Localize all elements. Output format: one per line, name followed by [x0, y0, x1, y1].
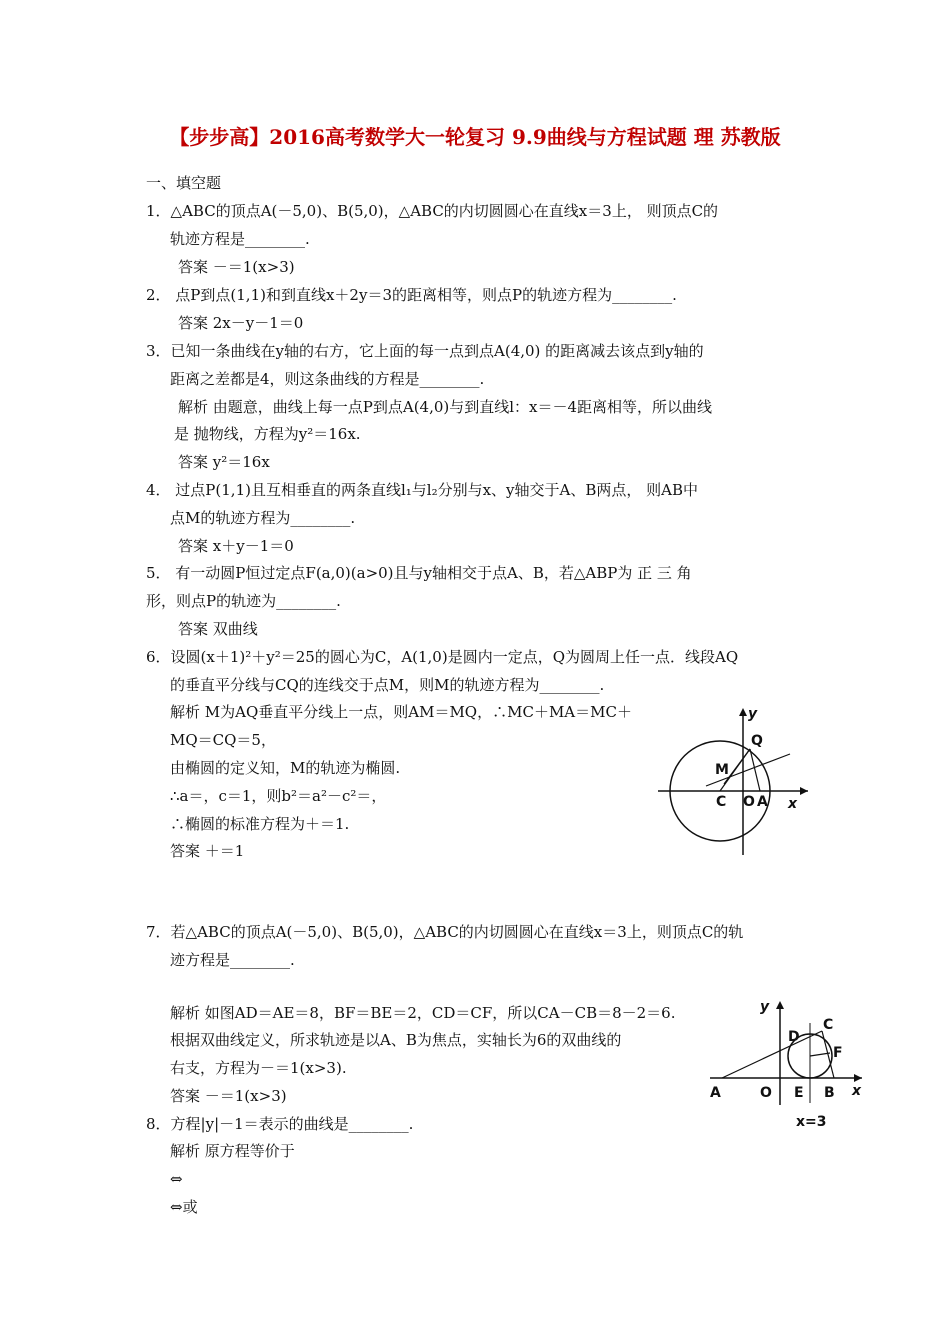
q8-text: 8．方程|y|－1＝表示的曲线是________. [146, 1115, 414, 1133]
q4-text: 4． 过点P(1,1)且互相垂直的两条直线l₁与l₂分别与x、y轴交于A、B两点， 则AB中 [146, 481, 698, 499]
q8-analysis-3: ⇔或 [170, 1198, 198, 1216]
q4-answer: 答案 x＋y－1＝0 [178, 537, 294, 555]
fig7-label-line: x=3 [796, 1114, 827, 1130]
q5-text: 5． 有一动圆P恒过定点F(a,0)(a>0)且与y轴相交于点A、B，若△ABP为 正 三 角 [146, 564, 692, 582]
fig7-label-O: O [760, 1085, 772, 1101]
q7-analysis-1: 解析 如图AD＝AE＝8，BF＝BE＝2，CD＝CF，所以CA－CB＝8－2＝6. [170, 1004, 676, 1022]
fig7-label-D: D [788, 1029, 800, 1045]
fig6-label-Q: Q [751, 733, 763, 749]
q3-analysis: 解析 由题意，曲线上每一点P到点A(4,0)与到直线l：x＝－4距离相等，所以曲线 [178, 398, 713, 416]
q6-analysis-1: 解析 M为AQ垂直平分线上一点，则AM＝MQ，∴MC＋MA＝MC＋ [170, 703, 632, 721]
q6-analysis-4: ∴a＝，c＝1，则b²＝a²－c²＝， [170, 787, 387, 805]
section-heading: 一、填空题 [146, 174, 222, 192]
q1-answer: 答案 －＝1(x>3) [178, 258, 295, 276]
q6-text: 6．设圆(x＋1)²＋y²＝25的圆心为C，A(1,0)是圆内一定点，Q为圆周上任一点．线段AQ [146, 648, 739, 666]
q3-answer: 答案 y²＝16x [178, 453, 270, 471]
q6-text-cont: 的垂直平分线与CQ的连线交于点M，则M的轨迹方程为________. [170, 676, 605, 694]
q6-analysis-2: MQ＝CQ＝5， [170, 731, 276, 749]
fig6-label-M: M [715, 762, 729, 778]
q2-answer: 答案 2x－y－1＝0 [178, 314, 304, 332]
fig7-label-A: A [710, 1085, 721, 1101]
q8-analysis-1: 解析 原方程等价于 [170, 1142, 295, 1160]
q4-text-cont: 点M的轨迹方程为________. [170, 509, 356, 527]
q6-answer: 答案 ＋＝1 [170, 842, 245, 860]
q6-analysis-3: 由椭圆的定义知，M的轨迹为椭圆. [170, 759, 401, 777]
q8-analysis-2: ⇔ [170, 1170, 183, 1188]
fig6-label-A: A [757, 794, 768, 810]
q7-analysis-3: 右支，方程为－＝1(x>3). [170, 1059, 347, 1077]
fig6-label-x: x [788, 796, 798, 812]
fig6-label-y: y [748, 706, 758, 722]
q2-text: 2． 点P到点(1,1)和到直线x＋2y＝3的距离相等，则点P的轨迹方程为________. [146, 286, 677, 304]
q6-figure [650, 700, 820, 860]
fig7-label-E: E [794, 1085, 804, 1101]
fig7-label-y: y [760, 999, 770, 1015]
q7-text-cont: 迹方程是________. [170, 951, 295, 969]
q6-analysis-5: ∴椭圆的标准方程为＋＝1. [170, 815, 350, 833]
q1-text-cont: 轨迹方程是________. [170, 230, 310, 248]
q3-analysis-cont: 是 抛物线，方程为y²＝16x. [174, 425, 361, 443]
fig7-label-C: C [823, 1017, 834, 1033]
fig7-label-x: x [852, 1083, 862, 1099]
q7-analysis-2: 根据双曲线定义，所求轨迹是以A、B为焦点，实轴长为6的双曲线的 [170, 1031, 622, 1049]
q7-answer: 答案 －＝1(x>3) [170, 1087, 287, 1105]
fig7-label-F: F [833, 1045, 843, 1061]
q3-text-cont: 距离之差都是4，则这条曲线的方程是________. [170, 370, 485, 388]
q1-text: 1．△ABC的顶点A(－5,0)、B(5,0)，△ABC的内切圆圆心在直线x＝3上， 则顶点C的 [146, 202, 719, 220]
q5-text-cont: 形，则点P的轨迹为________. [146, 592, 341, 610]
q5-answer: 答案 双曲线 [178, 620, 258, 638]
q7-figure [700, 995, 870, 1135]
q7-text: 7．若△ABC的顶点A(－5,0)、B(5,0)，△ABC的内切圆圆心在直线x＝3上，则顶点C的轨 [146, 923, 744, 941]
q3-text: 3．已知一条曲线在y轴的右方，它上面的每一点到点A(4,0) 的距离减去该点到y轴的 [146, 342, 704, 360]
fig6-label-C: C [716, 794, 727, 810]
page-title: 【步步高】2016高考数学大一轮复习 9.9曲线与方程试题 理 苏教版 [169, 125, 781, 149]
fig7-label-B: B [824, 1085, 835, 1101]
fig6-label-O: O [743, 794, 755, 810]
